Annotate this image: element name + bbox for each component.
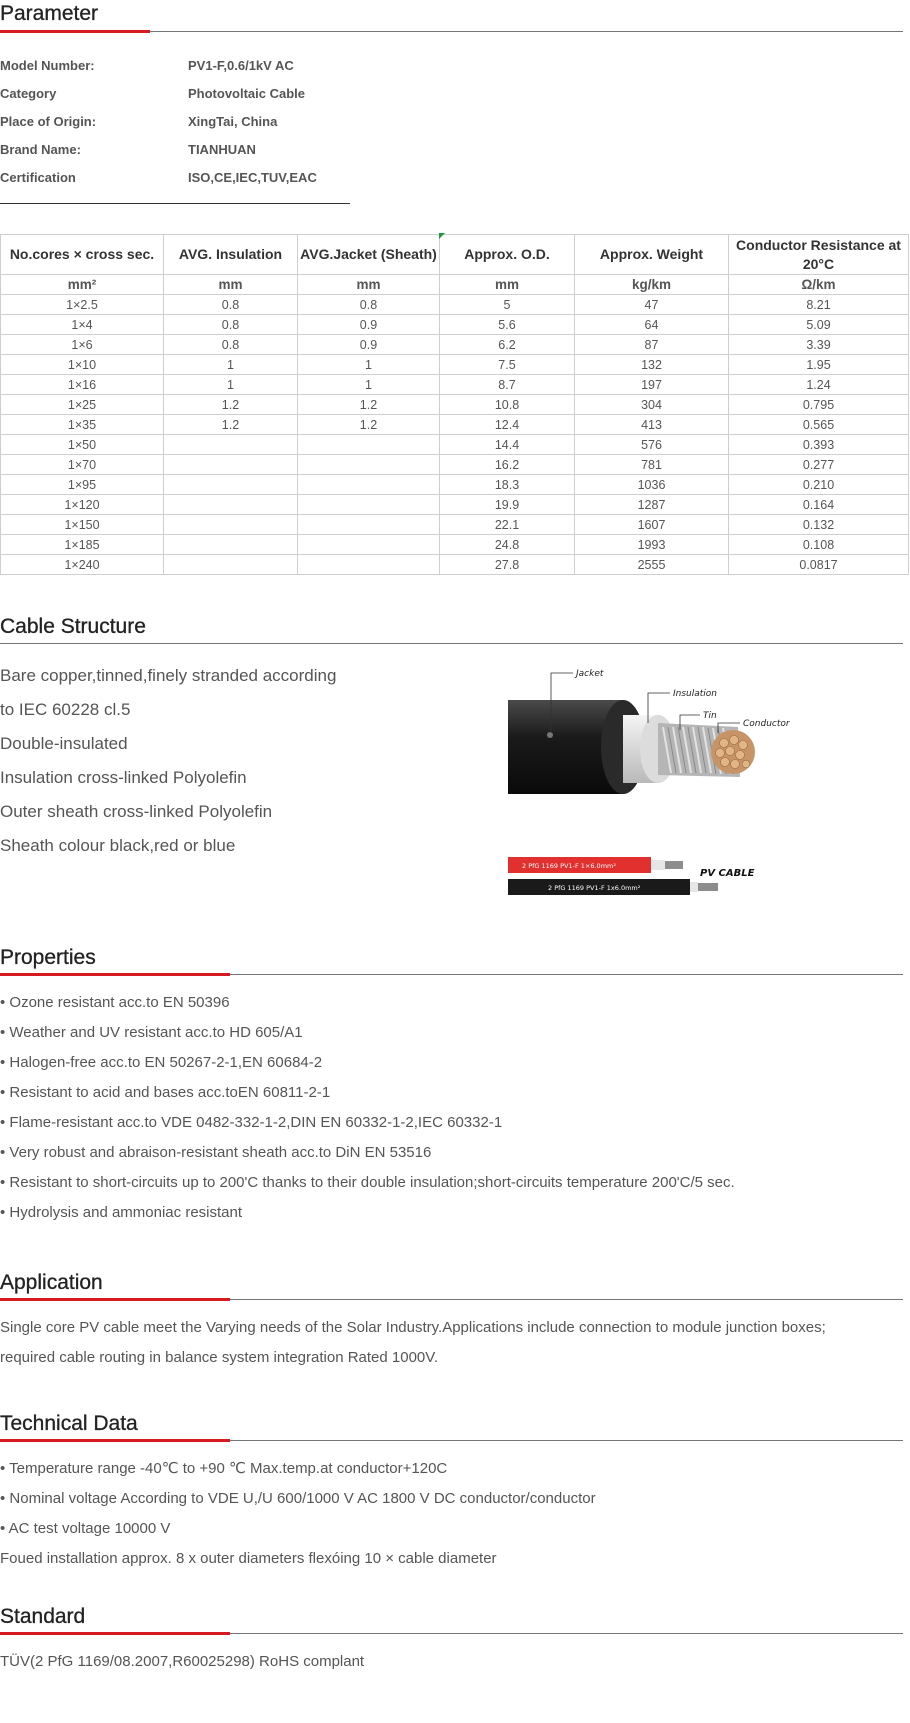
spec-data-row [1,455,909,475]
spec-data-cell: 1×16 [1,375,164,395]
spec-data-cell: 304 [575,395,729,415]
spec-header-row [1,235,909,275]
parameter-row [0,51,350,79]
technical-data-item: Foued installation approx. 8 x outer diameters flexóing 10 × cable diameter [0,1550,497,1567]
spec-data-cell: 1×10 [1,355,164,375]
spec-data-cell: 87 [575,335,729,355]
spec-data-cell: 132 [575,355,729,375]
spec-data-cell: 1.2 [164,415,298,435]
insulation-label: Insulation [673,689,718,699]
spec-data-cell: 16.2 [440,455,575,475]
spec-data-cell [298,495,440,515]
spec-data-cell: 0.132 [729,515,909,535]
properties-list [0,988,910,1228]
spec-unit-cell: kg/km [575,275,729,295]
spec-unit-cell: mm² [1,275,164,295]
red-cable-sample [508,857,683,873]
spec-data-cell: 19.9 [440,495,575,515]
cable-structure-line: to IEC 60228 cl.5 [0,700,131,719]
spec-data-cell [164,475,298,495]
spec-header-cell: Approx. Weight [575,235,729,275]
spec-data-cell [298,455,440,475]
spec-data-cell: 0.393 [729,435,909,455]
spec-data-cell [164,555,298,575]
spec-data-cell: 0.9 [298,315,440,335]
spec-data-cell [298,555,440,575]
black-cable-print: 2 PfG 1169 PV1-F 1x6.0mm² [548,884,641,892]
spec-header-cell: Conductor Resistance at 20°C [729,235,909,275]
spec-data-cell: 0.210 [729,475,909,495]
technical-data-item: • Temperature range -40℃ to +90 ℃ Max.temp.at conductor+120C [0,1460,448,1477]
spec-data-cell: 10.8 [440,395,575,415]
spec-data-cell: 3.39 [729,335,909,355]
properties-item: • Very robust and abraison-resistant sheath acc.to DiN EN 53516 [0,1144,432,1161]
spec-unit-cell: mm [164,275,298,295]
spec-data-cell: 1 [164,355,298,375]
technical-data-item: • AC test voltage 10000 V [0,1520,171,1537]
spec-data-cell: 47 [575,295,729,315]
application-text-line: required cable routing in balance system integration Rated 1000V. [0,1349,439,1366]
parameter-value: ISO,CE,IEC,TUV,EAC [188,169,317,185]
parameter-value: PV1-F,0.6/1kV AC [188,57,294,73]
spec-data-row [1,475,909,495]
parameter-row [0,79,350,107]
spec-data-cell: 0.8 [164,315,298,335]
spec-data-cell: 1×185 [1,535,164,555]
parameter-value: Photovoltaic Cable [188,85,306,101]
spec-data-cell: 18.3 [440,475,575,495]
properties-section [0,946,910,1228]
spec-data-cell: 413 [575,415,729,435]
spec-header-cell: Approx. O.D. [440,235,575,275]
cable-structure-line: Insulation cross-linked Polyolefin [0,768,247,787]
spec-data-cell: 5 [440,295,575,315]
properties-item: • Resistant to short-circuits up to 200'C thanks to their double insulation;short-circuits temperature 200'C/5 sec. [0,1174,735,1191]
cable-structure-line: Double-insulated [0,734,128,753]
spec-data-cell: 1.2 [298,415,440,435]
parameter-key: Brand Name: [0,141,81,157]
cable-structure-section [0,615,910,905]
technical-data-title-rule [0,1439,903,1442]
spec-data-cell: 0.277 [729,455,909,475]
cable-structure-line: Outer sheath cross-linked Polyolefin [0,802,273,821]
parameter-key: Certification [0,169,76,185]
spec-data-cell: 8.21 [729,295,909,315]
parameter-key: Category [0,85,57,101]
spec-data-cell [164,515,298,535]
spec-data-cell: 0.565 [729,415,909,435]
spec-data-cell: 1 [298,355,440,375]
spec-data-row [1,295,909,315]
spec-data-cell: 12.4 [440,415,575,435]
spec-data-cell: 24.8 [440,535,575,555]
technical-data-item: • Nominal voltage According to VDE U,/U 600/1000 V AC 1800 V DC conductor/conductor [0,1490,596,1507]
red-cable-print: 2 PfG 1169 PV1-F 1×6.0mm² [522,862,616,870]
application-text-line: Single core PV cable meet the Varying needs of the Solar Industry.Applications include connection to module junction boxes; [0,1319,826,1336]
parameter-value: XingTai, China [188,113,278,129]
spec-data-cell [298,535,440,555]
spec-data-cell: 0.8 [298,295,440,315]
spec-data-row [1,355,909,375]
pv-cable-label: PV CABLE [700,868,755,879]
spec-data-cell: 781 [575,455,729,475]
properties-item: • Hydrolysis and ammoniac resistant [0,1204,243,1221]
parameter-divider [0,203,350,204]
cell-comment-marker [439,233,445,239]
spec-data-cell: 22.1 [440,515,575,535]
spec-data-cell: 2555 [575,555,729,575]
spec-data-cell: 5.09 [729,315,909,335]
spec-data-cell: 0.8 [164,295,298,315]
spec-header-cell: AVG. Insulation [164,235,298,275]
spec-data-cell: 0.108 [729,535,909,555]
cable-cross-section-diagram [508,665,808,905]
spec-data-row [1,435,909,455]
spec-data-cell: 1287 [575,495,729,515]
properties-title: Properties [0,946,96,969]
parameter-row [0,135,350,163]
standard-title: Standard [0,1605,86,1628]
parameter-key: Model Number: [0,57,95,73]
spec-data-cell: 1×2.5 [1,295,164,315]
spec-data-cell: 0.9 [298,335,440,355]
spec-data-cell: 27.8 [440,555,575,575]
parameter-table [0,51,350,191]
spec-data-row [1,555,909,575]
spec-data-cell: 1.2 [298,395,440,415]
spec-data-cell [164,535,298,555]
spec-unit-cell: mm [298,275,440,295]
tin-label: Tin [703,711,717,721]
spec-data-cell [164,435,298,455]
properties-item: • Resistant to acid and bases acc.toEN 60811-2-1 [0,1084,331,1101]
spec-data-cell: 1×240 [1,555,164,575]
parameter-key: Place of Origin: [0,113,97,129]
spec-data-cell: 1.24 [729,375,909,395]
spec-data-cell: 5.6 [440,315,575,335]
spec-data-row [1,315,909,335]
spec-data-cell: 1×150 [1,515,164,535]
spec-unit-cell: mm [440,275,575,295]
properties-item: • Ozone resistant acc.to EN 50396 [0,994,230,1011]
spec-data-cell: 1 [298,375,440,395]
application-title-rule [0,1298,903,1301]
spec-data-cell: 1036 [575,475,729,495]
conductor-core [711,730,755,774]
spec-data-cell: 0.795 [729,395,909,415]
spec-data-cell: 1×35 [1,415,164,435]
spec-data-row [1,515,909,535]
spec-data-cell: 1×6 [1,335,164,355]
spec-units-row [1,275,909,295]
spec-data-cell [298,475,440,495]
standard-text: TÜV(2 PfG 1169/08.2007,R60025298) RoHS complant [0,1653,365,1670]
spec-data-cell: 0.0817 [729,555,909,575]
spec-table [0,234,909,575]
spec-data-cell: 8.7 [440,375,575,395]
cable-structure-list [0,659,336,863]
spec-data-row [1,335,909,355]
spec-data-row [1,415,909,435]
parameter-title-rule [0,30,903,33]
spec-data-cell [164,455,298,475]
properties-item: • Halogen-free acc.to EN 50267-2-1,EN 60684-2 [0,1054,323,1071]
spec-data-row [1,535,909,555]
spec-data-cell: 1×50 [1,435,164,455]
spec-table-wrapper [0,234,909,575]
properties-item: • Weather and UV resistant acc.to HD 605/A1 [0,1024,303,1041]
spec-header-cell: No.cores × cross sec. [1,235,164,275]
spec-data-cell: 6.2 [440,335,575,355]
spec-data-cell [298,515,440,535]
spec-data-cell: 1×70 [1,455,164,475]
application-section [0,1271,910,1373]
spec-data-cell: 1×25 [1,395,164,415]
spec-data-cell: 64 [575,315,729,335]
parameter-section [0,2,910,204]
spec-data-cell: 0.8 [164,335,298,355]
parameter-title: Parameter [0,2,99,25]
cable-structure-line: Bare copper,tinned,finely stranded according [0,666,337,685]
parameter-row [0,163,350,191]
cable-structure-line: Sheath colour black,red or blue [0,836,236,855]
spec-data-cell: 1.95 [729,355,909,375]
parameter-row [0,107,350,135]
spec-data-cell: 1993 [575,535,729,555]
spec-data-cell: 1×120 [1,495,164,515]
spec-data-cell: 0.164 [729,495,909,515]
spec-data-cell: 197 [575,375,729,395]
spec-data-row [1,395,909,415]
parameter-value: TIANHUAN [188,141,256,157]
technical-data-section [0,1412,910,1574]
spec-data-cell: 1×4 [1,315,164,335]
spec-header-cell: AVG.Jacket (Sheath) [298,235,440,275]
application-text [0,1313,910,1373]
spec-data-cell [164,495,298,515]
standard-title-rule [0,1632,903,1635]
spec-data-cell: 7.5 [440,355,575,375]
technical-data-list [0,1454,910,1574]
properties-item: • Flame-resistant acc.to VDE 0482-332-1-2,DIN EN 60332-1-2,IEC 60332-1 [0,1114,503,1131]
cable-structure-title: Cable Structure [0,615,146,638]
spec-unit-cell: Ω/km [729,275,909,295]
properties-title-rule [0,973,903,976]
conductor-label: Conductor [743,719,790,729]
spec-data-cell: 1.2 [164,395,298,415]
spec-data-cell: 1607 [575,515,729,535]
jacket-label: Jacket [576,669,604,679]
spec-data-cell: 576 [575,435,729,455]
spec-data-cell: 1×95 [1,475,164,495]
spec-data-row [1,375,909,395]
spec-data-cell: 1 [164,375,298,395]
technical-data-title: Technical Data [0,1412,138,1435]
spec-data-row [1,495,909,515]
spec-data-cell: 14.4 [440,435,575,455]
spec-data-cell [298,435,440,455]
black-cable-sample [508,879,718,895]
application-title: Application [0,1271,103,1294]
standard-section [0,1605,910,1677]
